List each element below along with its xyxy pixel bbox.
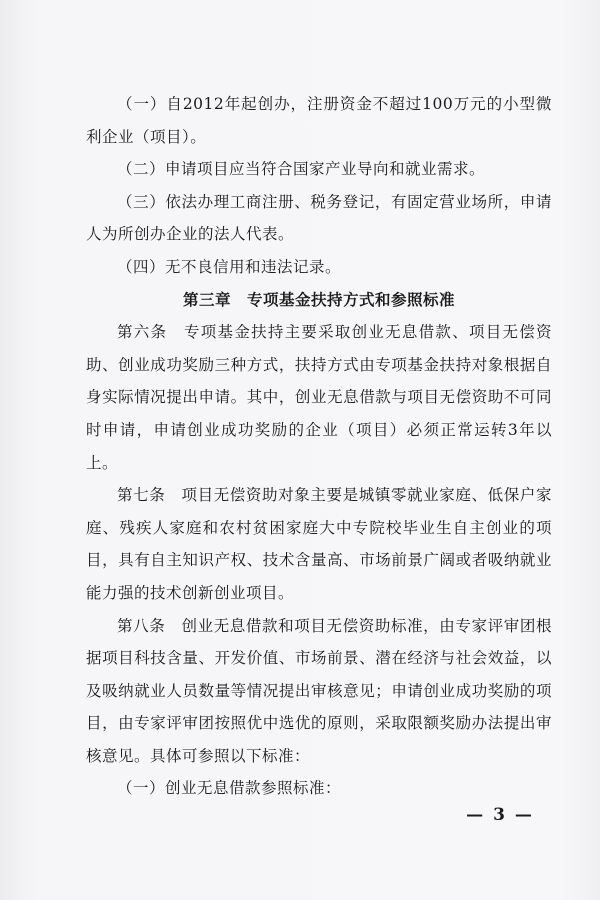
condition-paragraph-4: （四）无不良信用和违法记录。 (117, 257, 342, 276)
article-7-paragraph: 第七条 项目无偿资助对象主要是城镇零就业家庭、低保户家庭、残疾人家庭和农村贫困家庭大中专院校毕业生自主创业的项目，具有自主知识产权、技术含量高、市场前景广阔或者吸纳就业能力强的技术创新创业项目。 (86, 486, 552, 602)
condition-paragraph-3: （三）依法办理工商注册、税务登记，有固定营业场所，申请人为所创办企业的法人代表。 (86, 192, 552, 244)
page-number: — 3 — (466, 805, 534, 825)
document-body (86, 88, 552, 805)
condition-paragraph-1: （一）自2012年起创办，注册资金不超过100万元的小型微利企业（项目）。 (86, 95, 552, 146)
article-8-paragraph: 第八条 创业无息借款和项目无偿资助标准，由专家评审团根据项目科技含量、开发价值、市场前景、潜在经济与社会效益，以及吸纳就业人员数量等情况提出审核意见；申请创业成功奖励的项目，由专家评审团按照优中选优的原则，采取限额奖励办法提出审核意见。具体可参照以下标准： (86, 616, 552, 765)
condition-paragraph-2: （二）申请项目应当符合国家产业导向和就业需求。 (117, 160, 486, 179)
standard-1-paragraph: （一）创业无息借款参照标准： (117, 779, 342, 798)
chapter-heading: 第三章 专项基金扶持方式和参照标准 (182, 290, 455, 309)
article-6-paragraph: 第六条 专项基金扶持主要采取创业无息借款、项目无偿资助、创业成功奖励三种方式，扶持方式由专项基金扶持对象根据自身实际情况提出申请。其中，创业无息借款与项目无偿资助不可同时申请，申请创业成功奖励的企业（项目）必须正常运转3年以上。 (86, 323, 552, 472)
